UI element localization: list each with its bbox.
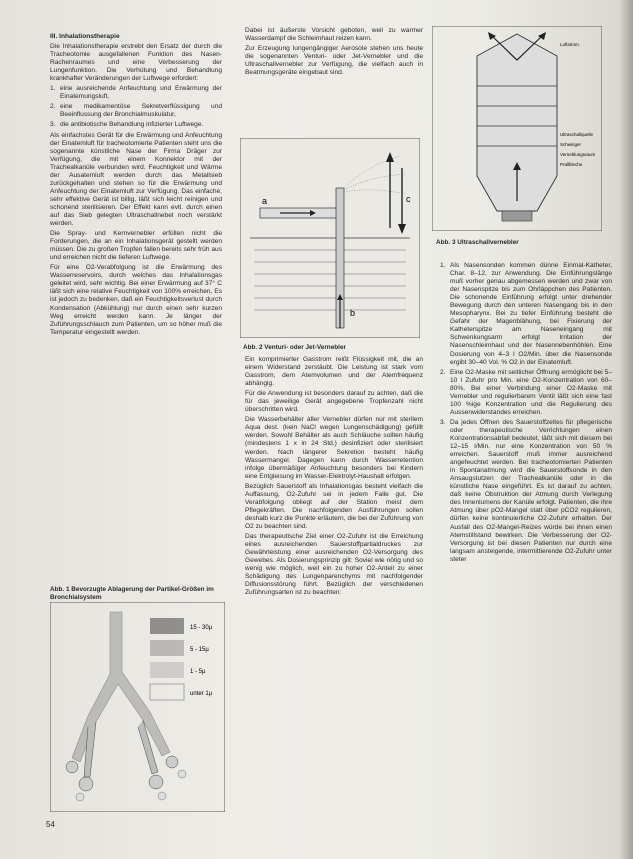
figure-2-caption: Abb. 2 Venturi- oder Jet-Vernebler (243, 344, 346, 351)
legend-label-2: 5 - 15µ (190, 647, 209, 653)
legend-label-4: unter 1µ (190, 691, 213, 697)
label-c: c (406, 194, 411, 204)
figure-3-caption: Abb. 3 Ultraschallvernebler (436, 239, 519, 246)
paragraph: Das therapeutische Ziel einer O2-Zufuhr ist die Erreichung eines ausreichenden Sauerstoffpartialdruckes zur Gewährleistung einer ausreichenden O2-Versorgung des Gewebes. Als Dosierungsprinzip gilt: Soviel wie nötig und so wenig wie möglich, weil ein zu hoher O2-Anteil zu einer Schädigung des Lungenparenchyms mit nachfolgender Diffusionsstörung führt. Bezüglich der verschiedenen Zuführungsarten ist zu beachten: (245, 532, 423, 597)
paragraph: Für eine O2-Verabfolgung ist die Erwärmung des Wasserreservoirs, durch welches das Inhalationsgas geleitet wird, sehr wichtig. Bei einer Erwärmung auf 37° C läßt sich eine relative Feuchtigkeit von 100% erreichen. Es ist jedoch zu bedenken, daß ein Feuchtigkeitsverlust durch Kondensation (Abkühlung) nur durch einen sehr kurzen Weg erreicht werden kann. Je länger der Zuführungsschlauch zum Patienten, um so höher muß die Temperatur eingestellt werden. (50, 264, 222, 336)
list-item: 3. Da jedes Öffnen des Sauerstoffzeltes für pflegerische oder therapeutische Verrichtungen einen Konzentrationsabfall bedeutet, läßt sich mit diesem bei 12–15 l/Min. nur eine Konzentration von 50 % erreichen. Sauerstoff muß immer ausreichend angefeuchtet werden. Bei tracheotomierten Patienten in Spontanatmung wird die Sauerstoffsonde in den Ansaugstutzen der Trachealkanüle oder in die künstliche Nase eingeführt. Es ist darauf zu achten, daß keine Obstruktion der Atmung durch Verlegung des Innenlumens der Kanüle erfolgt. Patienten, die ihre Atmung über pO2-Mangel statt über pCO2 regulieren, dürfen keine kontinuierliche O2-Zufuhr erhalten. Der Ausfall des O2-Mangel-Reizes würde bei ihnen einen Atemstillstand bewirken. Die Verbesserung der O2-Versorgung ist bei diesen Patienten nur durch eine langsam ansteigende, intermittierende O2-Zufuhr unter steter (440, 418, 612, 563)
fig3-label: Prallbleche (560, 162, 583, 167)
fig3-label: Ultraschallquelle (560, 132, 594, 137)
fig3-label: Schwinger (560, 142, 582, 147)
list-item: 2. eine medikamentöse Sekretverflüssigung und Beeinflussung der Bronchialmuskulatur, (50, 103, 222, 119)
label-b: b (350, 308, 356, 318)
paragraph: Dabei ist äußerste Vorsicht geboten, weil zu warmer Wasserdampf die Schleimhaut reizen kann. (245, 27, 423, 43)
page-number: 54 (46, 820, 55, 829)
figure-1-caption: Abb. 1 Bevorzugte Ablagerung der Partikel-Größen im Bronchialsystem (50, 586, 214, 601)
legend-swatch-2 (150, 640, 184, 656)
figure-1-bronchial-diagram (50, 602, 225, 812)
list-item: 3. die antibiotische Behandlung infizierter Luftwege. (50, 121, 204, 129)
paragraph: Die Spray- und Kernvernebler erfüllen nicht die Forderungen, die an ein Inhalationsgerät gestellt werden müssen. Die zu großen Tropfen fallen bereits sehr früh aus und erreichen nicht die tieferen Luftwege. (50, 230, 222, 262)
column-middle-lower (245, 356, 423, 599)
list-item: 2. Eine O2-Maske mit seitlicher Öffnung ermöglicht bei 5–10 l Zufuhr pro Min. eine O2-Konzentration von 60–80%. Bei einer Verbindung einer O2-Maske mit Vernebler und regulierbarem Ventil läßt sich eine fast 100 %ige Konzentration und die Regulierung des Aussenwiderstandes erreichen. (440, 368, 612, 416)
list-item: 1. eine ausreichende Anfeuchtung und Erwärmung der Einatemungsluft, (50, 85, 222, 101)
column-left (50, 33, 222, 339)
list-item: 1. Als Nasensonden kommen dünne Einmal-Katheter, Char. 8–12, zur Anwendung. Die Einführungslänge muß vorher genau abgemessen werden und zwar von der Nasenspitze bis zum Ohrläppchen des Patienten. Die schonende Einführung erfolgt unter drehender Bewegung durch den unteren Nasengang bis in den Mesopharynx. Bei zu tiefer Einführung besteht die Gefahr der Magenblähung, bei Fixierung der Katheterspitze am Naseneingang mit Schwenkungsarm erfolgt Irritation der Nasenschleimhaut und der Nasennebenhöhlen. Eine Dosierung von 4–3 l O2/Min. über die Nasensonde ergibt 30–40 Vol. % O2 in der Einatemluft. (440, 262, 612, 366)
legend-label-1: 15 - 30µ (190, 625, 213, 631)
paragraph: Bezüglich Sauerstoff als Inhalationsgas besteht vielfach die Auffassung, O2-Zufuhr sei in jedem Falle gut. Die Verabfolgung obliegt auf der Station meist dem Pflegekräften. Die nachfolgenden Ausführungen sollen deshalb kurz die Punkte erläutern, die bei der Zuführung von O2 zu beachten sind. (245, 482, 423, 530)
figure-2-venturi-diagram (240, 138, 420, 338)
paragraph: Zur Erzeugung lungengängiger Aerosole stehen uns heute die sogenannten Venturi- oder Jet-Vernebler und die Ultraschallvernebler zur Verfügung, die vielfach auch in Beatmungsgeräte eingebaut sind. (245, 45, 423, 77)
section-heading: III. Inhalationstherapie (50, 33, 120, 40)
legend-label-3: 1 - 5µ (190, 669, 206, 675)
paragraph: Für die Anwendung ist besonders darauf zu achten, daß die für das jeweilige Gerät angegebene Tropfenzahl nicht überschritten wird. (245, 390, 423, 414)
legend-swatch-4 (150, 684, 184, 700)
fig3-label: Verneblungsraum (560, 152, 596, 157)
paragraph: Die Inhalationstherapie erstrebt den Ersatz der durch die Tracheotomie ausgefallenen Funktion des Nasen-Rachenraumes und eine Verbesserung der Lungenfunktion. Die Verhütung und Behandlung krankhafter Veränderungen der Luftwege erfordert: (50, 43, 222, 83)
page-edge-shadow (619, 0, 633, 859)
paragraph: Ein komprimierter Gasstrom reißt Flüssigkeit mit, die an einem Widerstand zerstäubt. Die Leistung ist stark vom Gasstrom, dem Atemvolumen und der Atemfrequenz abhängig. (245, 356, 423, 388)
column-right (440, 262, 612, 566)
label-a: a (262, 196, 268, 206)
oxygen-delivery-list (440, 262, 612, 564)
figure-3-ultrasonic-diagram (432, 26, 602, 231)
paragraph: Als einfachstes Gerät für die Erwärmung und Anfeuchtung der Einatemluft für tracheotomierte Patienten steht uns die sogenannte künstliche Nase der Firma Dräger zur Verfügung, die mit einem Konnektor mit der Trachealkanüle verbunden wird. Feuchtigkeit und Wärme der Ausatemluft werden durch das Metallsieb zurückgehalten und stehen so für die Erwärmung und Anfeuchtung der Einatemluft zur Verfügung. Das einfache, sehr effektive Gerät ist billig, läßt sich leicht reinigen und schonend sterilisieren. Der Effekt kann evtl. durch einen auf das Sieb gelegten Ultraschallnebel noch verstärkt werden. (50, 131, 222, 228)
column-middle (245, 27, 423, 79)
legend-swatch-1 (150, 618, 184, 634)
requirements-list (50, 85, 222, 129)
fig3-label: Luftstrom (560, 42, 579, 47)
legend-swatch-3 (150, 662, 184, 678)
paragraph: Die Wasserbehälter aller Vernebler dürfen nur mit sterilem Aqua dest. (kein NaCl wegen Lungenschädigung) gefüllt werden. Sowohl Behälter als auch Schläuche sollten häufig (mindestens 1 x in 24 Std.) desinfiziert oder sterilisiert werden. Nach längerer Sekretion besteht häufig Wassermangel. Dagegen kann durch Wasserretention infolge übermäßiger Anfeuchtung besonders bei Kindern eine Entgleisung im Wasser-Elektrolyt-Haushalt erfolgen. (245, 416, 423, 480)
